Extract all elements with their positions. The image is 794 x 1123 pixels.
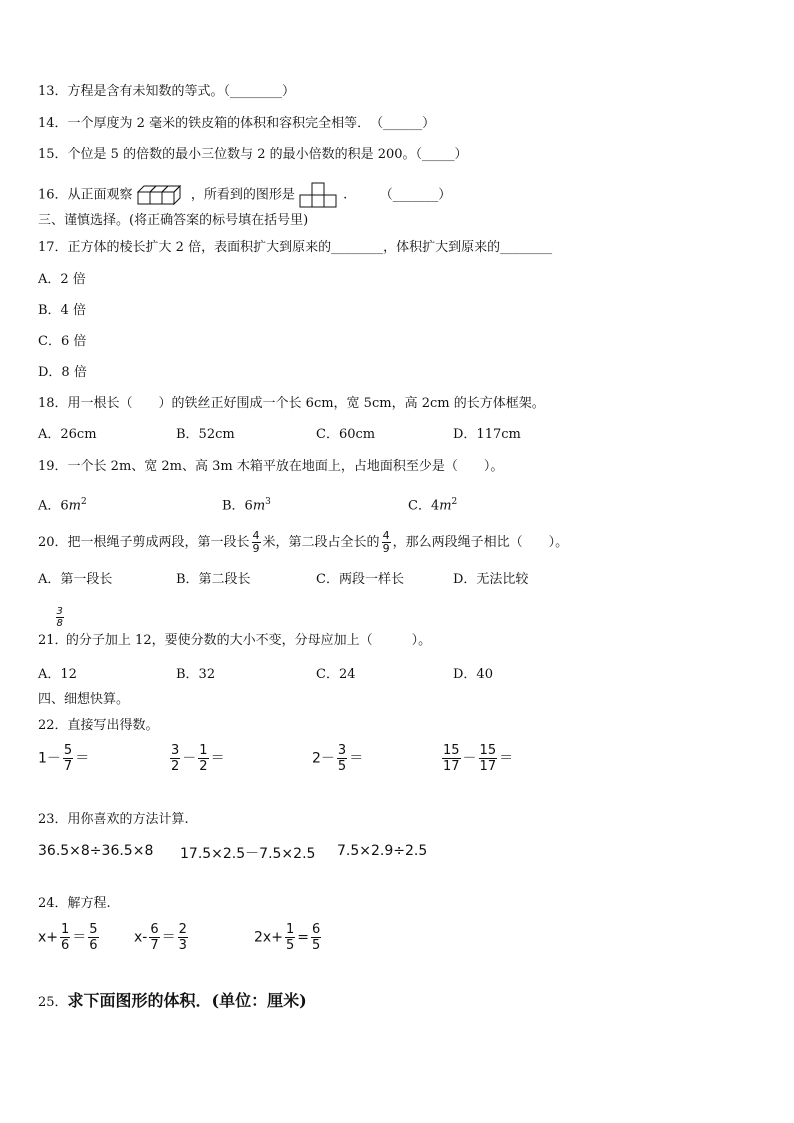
q24-e2-frac2 xyxy=(178,922,188,953)
q19-option-b-prefix: B．6 xyxy=(222,498,253,514)
q24-e2-den: 7 xyxy=(150,938,159,953)
q22-expr-1 xyxy=(38,743,89,774)
q20-fraction-1 xyxy=(252,530,261,555)
q24-e3-n2: 6 xyxy=(311,922,321,937)
question-24: 24．解方程. xyxy=(38,896,111,911)
q21-option-b: B．32 xyxy=(176,667,216,682)
q18-option-d: D．117cm xyxy=(453,427,521,442)
q22-e3-den: 5 xyxy=(337,759,347,774)
section-3-title: 三、谨慎选择。(将正确答案的标号填在括号里) xyxy=(38,213,309,228)
q22-e1-a: 1－ xyxy=(38,750,61,767)
q21-prefix: 21． xyxy=(38,633,68,648)
question-16-after: . （_______） xyxy=(343,187,452,203)
q20-part2: 米，第二段占全长的 xyxy=(262,535,380,550)
question-16 xyxy=(38,182,451,208)
question-17: 17．正方体的棱长扩大 2 倍，表面积扩大到原来的________，体积扩大到原来的________ xyxy=(38,240,553,255)
q24-expr-2 xyxy=(134,922,190,953)
question-18: 18．用一根长（ ）的铁丝正好围成一个长 6cm，宽 5cm，高 2cm 的长方体框架。 xyxy=(38,396,545,411)
q22-e4-d1: 17 xyxy=(443,759,460,774)
q21-text: 的分子加上 12，要使分数的大小不变，分母应加上（ ）。 xyxy=(65,633,432,648)
q22-expr-2 xyxy=(168,743,225,774)
q21-frac-den: 8 xyxy=(56,618,63,629)
question-23: 23．用你喜欢的方法计算. xyxy=(38,812,189,827)
q23-expr-2: 17.5×2.5－7.5×2.5 xyxy=(180,846,316,862)
q22-e3-frac xyxy=(337,743,347,774)
q19-option-a-unit: m xyxy=(68,498,81,514)
q22-e4-n2: 15 xyxy=(479,743,497,758)
q24-e1-d2: 6 xyxy=(89,938,98,953)
q19-option-b-unit: m xyxy=(252,498,266,514)
q23-expr-3: 7.5×2.9÷2.5 xyxy=(337,843,428,859)
q20-frac2-num: 4 xyxy=(382,529,390,542)
q24-expr-3 xyxy=(254,922,323,953)
q22-e2-d2: 2 xyxy=(199,759,208,774)
q22-e1-eq: ＝ xyxy=(75,750,90,767)
q22-e1-frac xyxy=(63,743,73,774)
q22-e2-n1: 3 xyxy=(171,743,180,758)
q20-option-c: C．两段一样长 xyxy=(316,572,404,587)
question-25 xyxy=(38,990,307,1014)
q19-option-c-unit: m xyxy=(439,498,452,514)
q17-option-a: A．2 倍 xyxy=(38,272,86,287)
q19-option-c xyxy=(408,494,457,514)
q25-prefix: 25． xyxy=(38,995,68,1010)
q20-frac2-den: 9 xyxy=(382,542,390,555)
question-15: 15．个位是 5 的倍数的最小三位数与 2 的最小倍数的积是 200。（_____） xyxy=(38,147,468,162)
q19-option-b-exp: 3 xyxy=(265,497,271,507)
q22-e2-frac1 xyxy=(170,743,180,774)
q24-e3-d2: 5 xyxy=(311,938,321,953)
q20-part1: 20．把一根绳子剪成两段，第一段长 xyxy=(38,535,250,550)
q22-e2-eq: ＝ xyxy=(210,750,225,767)
section-4-title: 四、细想快算。 xyxy=(38,692,130,707)
q24-e3-eq: = xyxy=(297,929,309,946)
q23-expr-1: 36.5×8÷36.5×8 xyxy=(38,843,154,859)
q22-e4-op: － xyxy=(462,750,477,767)
q22-e3-num: 3 xyxy=(337,743,347,758)
q20-option-b: B．第二段长 xyxy=(176,572,251,587)
q22-e4-eq: ＝ xyxy=(499,750,514,767)
q22-e3-a: 2－ xyxy=(312,750,335,767)
q24-e3-frac2 xyxy=(311,922,321,953)
q20-frac1-num: 4 xyxy=(252,529,260,542)
q22-expr-3 xyxy=(312,743,363,774)
q22-e4-frac1 xyxy=(442,743,461,774)
q24-e1-a: x+ xyxy=(38,929,59,946)
q20-part3: ，那么两段绳子相比（ ）。 xyxy=(392,535,569,550)
q22-e4-d2: 17 xyxy=(479,759,497,774)
q24-e2-d2: 3 xyxy=(178,938,187,953)
q18-option-a: A．26cm xyxy=(38,427,97,442)
q24-e3-num: 1 xyxy=(285,922,295,937)
q21-option-a: A．12 xyxy=(38,667,77,682)
q17-option-c: C．6 倍 xyxy=(38,334,87,349)
q24-e2-eq: ＝ xyxy=(161,929,176,946)
question-19: 19．一个长 2m、宽 2m、高 3m 木箱平放在地面上，占地面积至少是（ ）。 xyxy=(38,459,504,474)
q24-e1-n2: 5 xyxy=(89,922,98,937)
q22-e1-den: 7 xyxy=(63,759,73,774)
q18-option-b: B．52cm xyxy=(176,427,235,442)
q19-option-c-prefix: C．4 xyxy=(408,498,440,514)
q19-option-b xyxy=(222,494,271,514)
q24-e1-den: 6 xyxy=(61,938,70,953)
q22-expr-4 xyxy=(440,743,513,774)
q19-option-a-exp: 2 xyxy=(81,497,87,507)
q20-option-d: D．无法比较 xyxy=(453,572,529,587)
question-14: 14．一个厚度为 2 毫米的铁皮箱的体积和容积完全相等． （______） xyxy=(38,116,436,131)
q18-option-c: C．60cm xyxy=(316,427,376,442)
question-22: 22．直接写出得数。 xyxy=(38,718,159,733)
q22-e4-frac2 xyxy=(479,743,498,774)
front-view-figure xyxy=(299,182,339,208)
q19-option-a xyxy=(38,494,87,514)
q17-option-d: D．8 倍 xyxy=(38,365,87,380)
q20-option-a: A．第一段长 xyxy=(38,572,113,587)
q22-e2-op: － xyxy=(182,750,197,767)
question-20 xyxy=(38,527,568,559)
q19-option-c-exp: 2 xyxy=(451,497,458,507)
q24-e3-frac xyxy=(285,922,295,953)
q24-e2-num: 6 xyxy=(150,922,159,937)
question-16-before: 16．从正面观察 xyxy=(38,187,133,203)
q22-e4-n1: 15 xyxy=(443,743,460,758)
q19-option-a-prefix: A．6 xyxy=(38,498,69,514)
q24-e2-frac xyxy=(149,922,159,953)
question-21 xyxy=(38,606,431,657)
q24-e1-num: 1 xyxy=(61,922,70,937)
q24-e2-n2: 2 xyxy=(178,922,187,937)
q21-frac-num: 3 xyxy=(56,606,63,617)
q21-fraction xyxy=(56,606,64,629)
q20-fraction-2 xyxy=(382,530,391,555)
q24-e2-a: x- xyxy=(134,929,148,946)
q24-e1-eq: ＝ xyxy=(72,929,87,946)
q24-e3-den: 5 xyxy=(285,938,295,953)
q24-e3-a: 2x+ xyxy=(254,929,283,946)
q21-option-d: D．40 xyxy=(453,667,493,682)
cube-stack-figure xyxy=(137,184,187,206)
q22-e1-num: 5 xyxy=(63,743,73,758)
q25-text: 求下面图形的体积．(单位：厘米) xyxy=(67,991,307,1010)
q24-e1-frac xyxy=(60,922,70,953)
q22-e2-n2: 1 xyxy=(199,743,208,758)
q20-frac1-den: 9 xyxy=(252,542,260,555)
q22-e2-frac2 xyxy=(198,743,208,774)
q24-expr-1 xyxy=(38,922,101,953)
q22-e3-eq: ＝ xyxy=(349,750,364,767)
q21-option-c: C．24 xyxy=(316,667,356,682)
q22-e2-d1: 2 xyxy=(171,759,180,774)
q17-option-b: B．4 倍 xyxy=(38,303,86,318)
q24-e1-frac2 xyxy=(88,922,98,953)
question-16-middle: ，所看到的图形是 xyxy=(190,187,295,203)
question-13: 13．方程是含有未知数的等式。（________） xyxy=(38,84,296,99)
